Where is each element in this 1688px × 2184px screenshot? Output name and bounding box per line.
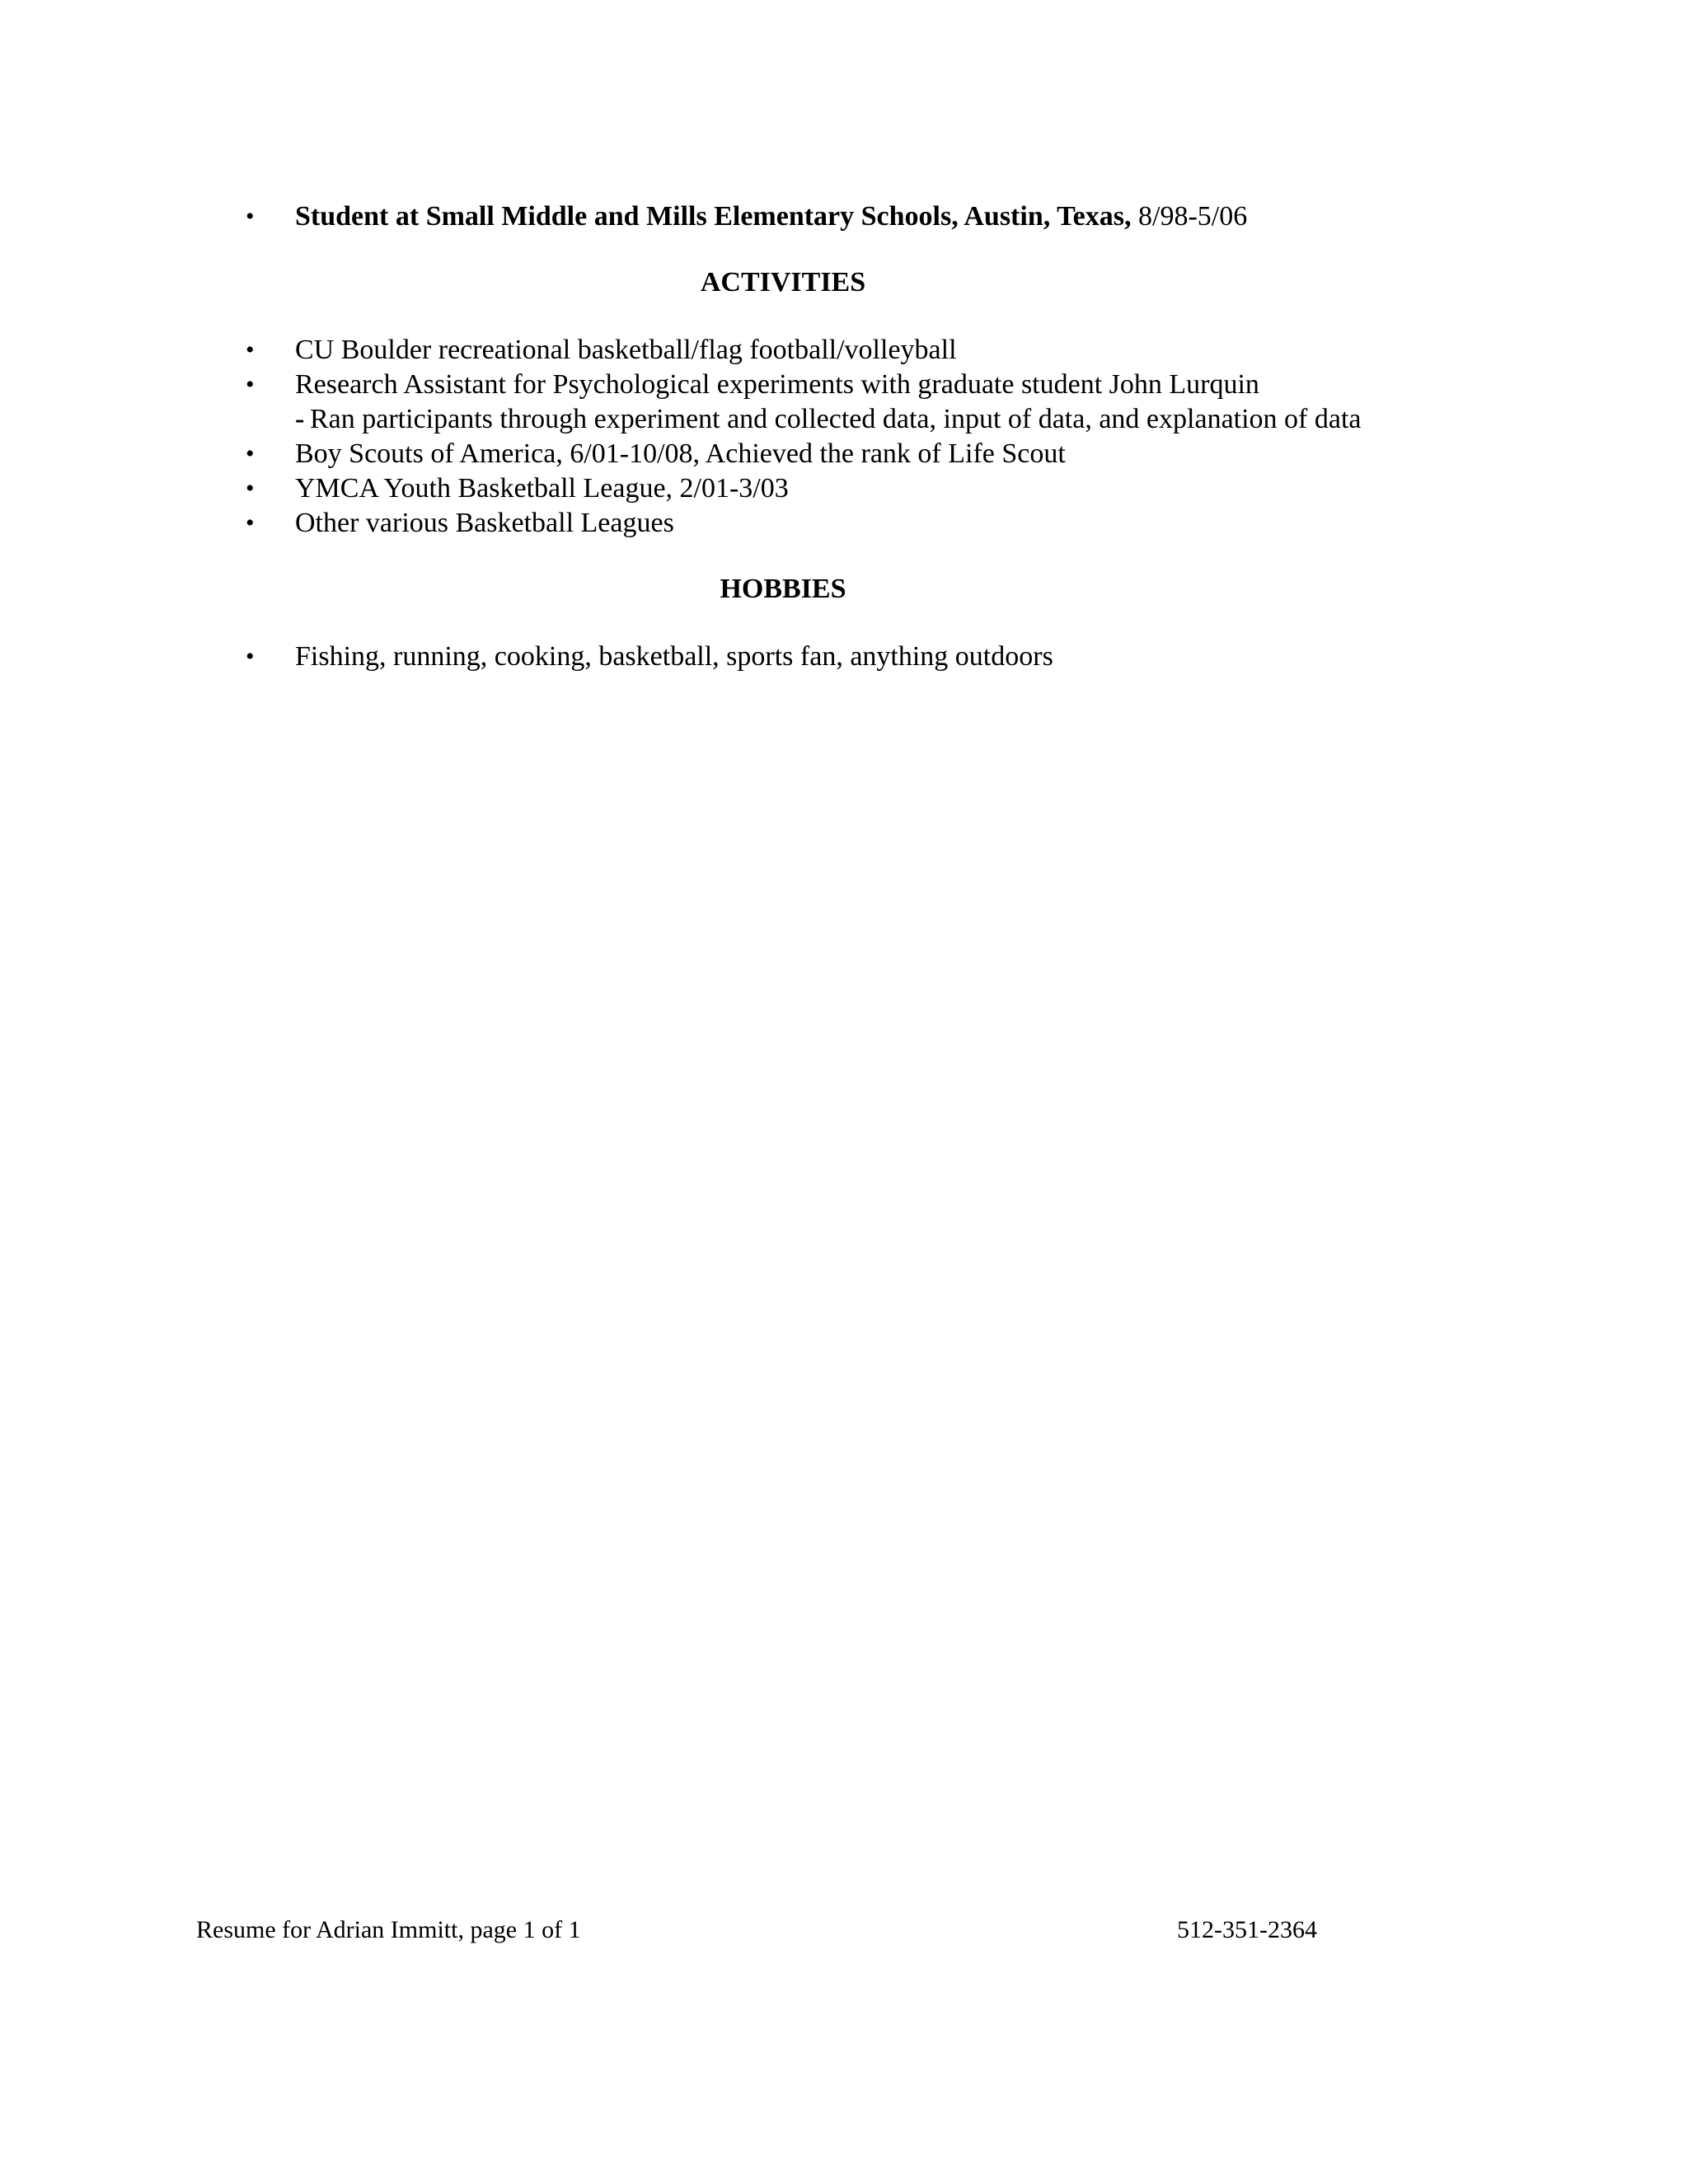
- education-bullet: •: [246, 203, 255, 230]
- activity-bullet: •: [246, 336, 255, 363]
- activity-item-research: Research Assistant for Psychological experiments with graduate student John Lurquin: [295, 369, 1259, 400]
- activity-item-basketball: CU Boulder recreational basketball/flag football/volleyball: [295, 335, 957, 365]
- education-school: Student at Small Middle and Mills Elementary Schools, Austin, Texas,: [295, 201, 1132, 232]
- research-detail-dash: -: [295, 404, 305, 434]
- hobby-item: Fishing, running, cooking, basketball, sports fan, anything outdoors: [295, 641, 1053, 672]
- activity-bullet: •: [246, 371, 255, 398]
- activity-item-other-leagues: Other various Basketball Leagues: [295, 508, 674, 538]
- hobby-bullet: •: [246, 643, 255, 670]
- activity-bullet: •: [246, 475, 255, 502]
- footer-page-info: Resume for Adrian Immitt, page 1 of 1: [196, 1916, 581, 1943]
- footer-phone: 512-351-2364: [1177, 1916, 1317, 1943]
- education-dates: 8/98-5/06: [1131, 201, 1248, 232]
- activity-bullet: •: [246, 440, 255, 467]
- activity-item-boy-scouts: Boy Scouts of America, 6/01-10/08, Achieved the rank of Life Scout: [295, 438, 1066, 469]
- activity-item-ymca: YMCA Youth Basketball League, 2/01-3/03: [295, 473, 789, 504]
- research-detail: Ran participants through experiment and collected data, input of data, and explanation of data: [310, 404, 1362, 434]
- hobbies-heading: HOBBIES: [720, 574, 846, 604]
- activities-heading: ACTIVITIES: [700, 267, 866, 298]
- activity-bullet: •: [246, 509, 255, 537]
- education-item: [295, 199, 1247, 234]
